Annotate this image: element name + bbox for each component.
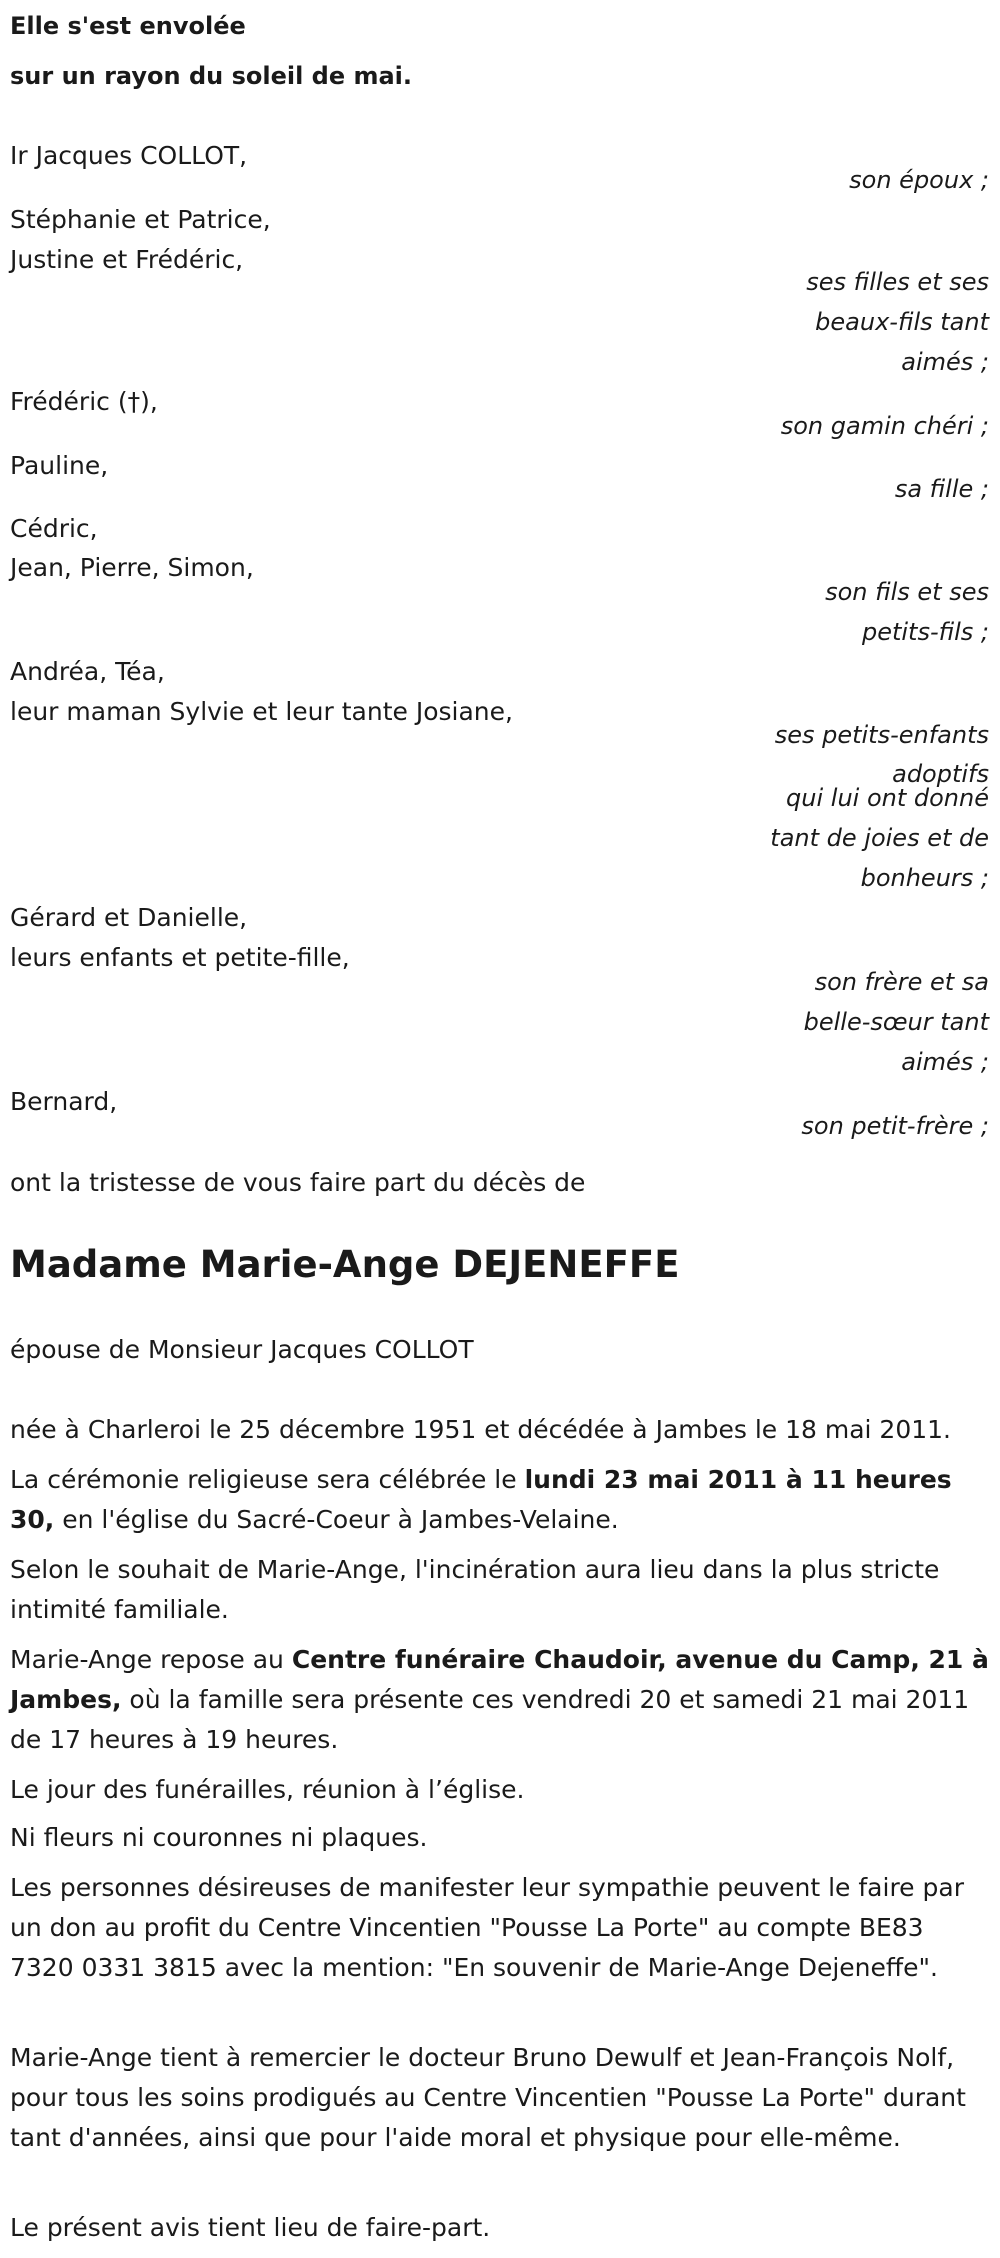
family-relation: belle-sœur tant <box>803 1008 989 1036</box>
family-relation: beaux-fils tant <box>815 308 989 336</box>
rest-text: Marie-Ange repose au <box>10 1645 292 1674</box>
ceremony-paragraph <box>10 1460 990 1540</box>
family-relation: bonheurs ; <box>860 864 989 892</box>
family-name: Stéphanie et Patrice, <box>10 205 271 234</box>
ceremony-location: en l'église du Sacré-Coeur à Jambes-Velaine. <box>54 1505 619 1534</box>
ceremony-date: lundi 23 mai 2011 à 11 heures 30, <box>10 1465 952 1534</box>
visiting-hours: où la famille sera présente ces vendredi 20 et samedi 21 mai 2011 de 17 heures à 19 heures. <box>10 1685 970 1754</box>
spouse-line: épouse de Monsieur Jacques COLLOT <box>10 1335 474 1364</box>
family-name: leur maman Sylvie et leur tante Josiane, <box>10 697 513 726</box>
family-name: Frédéric (†), <box>10 387 158 416</box>
family-relation: son petit-frère ; <box>801 1112 989 1140</box>
family-name: Ir Jacques COLLOT, <box>10 141 248 170</box>
ceremony-text: La cérémonie religieuse sera célébrée le <box>10 1465 525 1494</box>
family-name: leurs enfants et petite-fille, <box>10 943 350 972</box>
no-flowers-paragraph: Ni fleurs ni couronnes ni plaques. <box>10 1823 428 1852</box>
header-line-1: Elle s'est envolée <box>10 12 246 40</box>
family-name: Bernard, <box>10 1087 118 1116</box>
family-relation: qui lui ont donné <box>786 784 989 812</box>
family-name: Andréa, Téa, <box>10 657 165 686</box>
cremation-paragraph: Selon le souhait de Marie-Ange, l'incinération aura lieu dans la plus stricte intimité familiale. <box>10 1555 940 1624</box>
family-relation: ses filles et ses <box>806 268 989 296</box>
family-relation: aimés ; <box>901 348 989 376</box>
family-relation: ses petits-enfants <box>774 721 989 749</box>
family-relation: son fils et ses <box>825 578 989 606</box>
funeral-home-address: Centre funéraire Chaudoir, avenue du Camp, 21 à Jambes, <box>10 1645 989 1714</box>
family-name: Cédric, <box>10 514 98 543</box>
family-name: Gérard et Danielle, <box>10 903 248 932</box>
thanks-paragraph: Marie-Ange tient à remercier le docteur Bruno Dewulf et Jean-François Nolf, pour tous les soins prodigués au Centre Vincentien "Pousse La Porte" durant tant d'années, ainsi que pour l'aide moral et physique pour elle-même. <box>10 2043 966 2152</box>
funeral-day-paragraph: Le jour des funérailles, réunion à l’église. <box>10 1775 525 1804</box>
family-name: Jean, Pierre, Simon, <box>10 553 254 582</box>
family-relation: son époux ; <box>849 166 989 194</box>
donation-paragraph: Les personnes désireuses de manifester leur sympathie peuvent le faire par un don au profit du Centre Vincentien "Pousse La Porte" au compte BE83 7320 0331 3815 avec la mention: "En souvenir de Marie-Ange Dejeneffe". <box>10 1873 964 1982</box>
family-relation: son gamin chéri ; <box>780 412 989 440</box>
family-relation: son frère et sa <box>814 968 989 996</box>
birth-death-paragraph: née à Charleroi le 25 décembre 1951 et décédée à Jambes le 18 mai 2011. <box>10 1415 952 1444</box>
family-relation: tant de joies et de <box>770 824 989 852</box>
family-relation: adoptifs <box>892 760 989 788</box>
family-relation: sa fille ; <box>894 475 989 503</box>
notice-paragraph: Le présent avis tient lieu de faire-part. <box>10 2213 491 2242</box>
deceased-name: Madame Marie-Ange DEJENEFFE <box>10 1243 680 1286</box>
header-line-2: sur un rayon du soleil de mai. <box>10 62 413 90</box>
family-name: Justine et Frédéric, <box>10 245 244 274</box>
family-relation: petits-fils ; <box>861 618 989 646</box>
family-relation: aimés ; <box>901 1048 989 1076</box>
rest-paragraph <box>10 1640 990 1760</box>
family-name: Pauline, <box>10 451 109 480</box>
announcement-text: ont la tristesse de vous faire part du décès de <box>10 1168 586 1197</box>
